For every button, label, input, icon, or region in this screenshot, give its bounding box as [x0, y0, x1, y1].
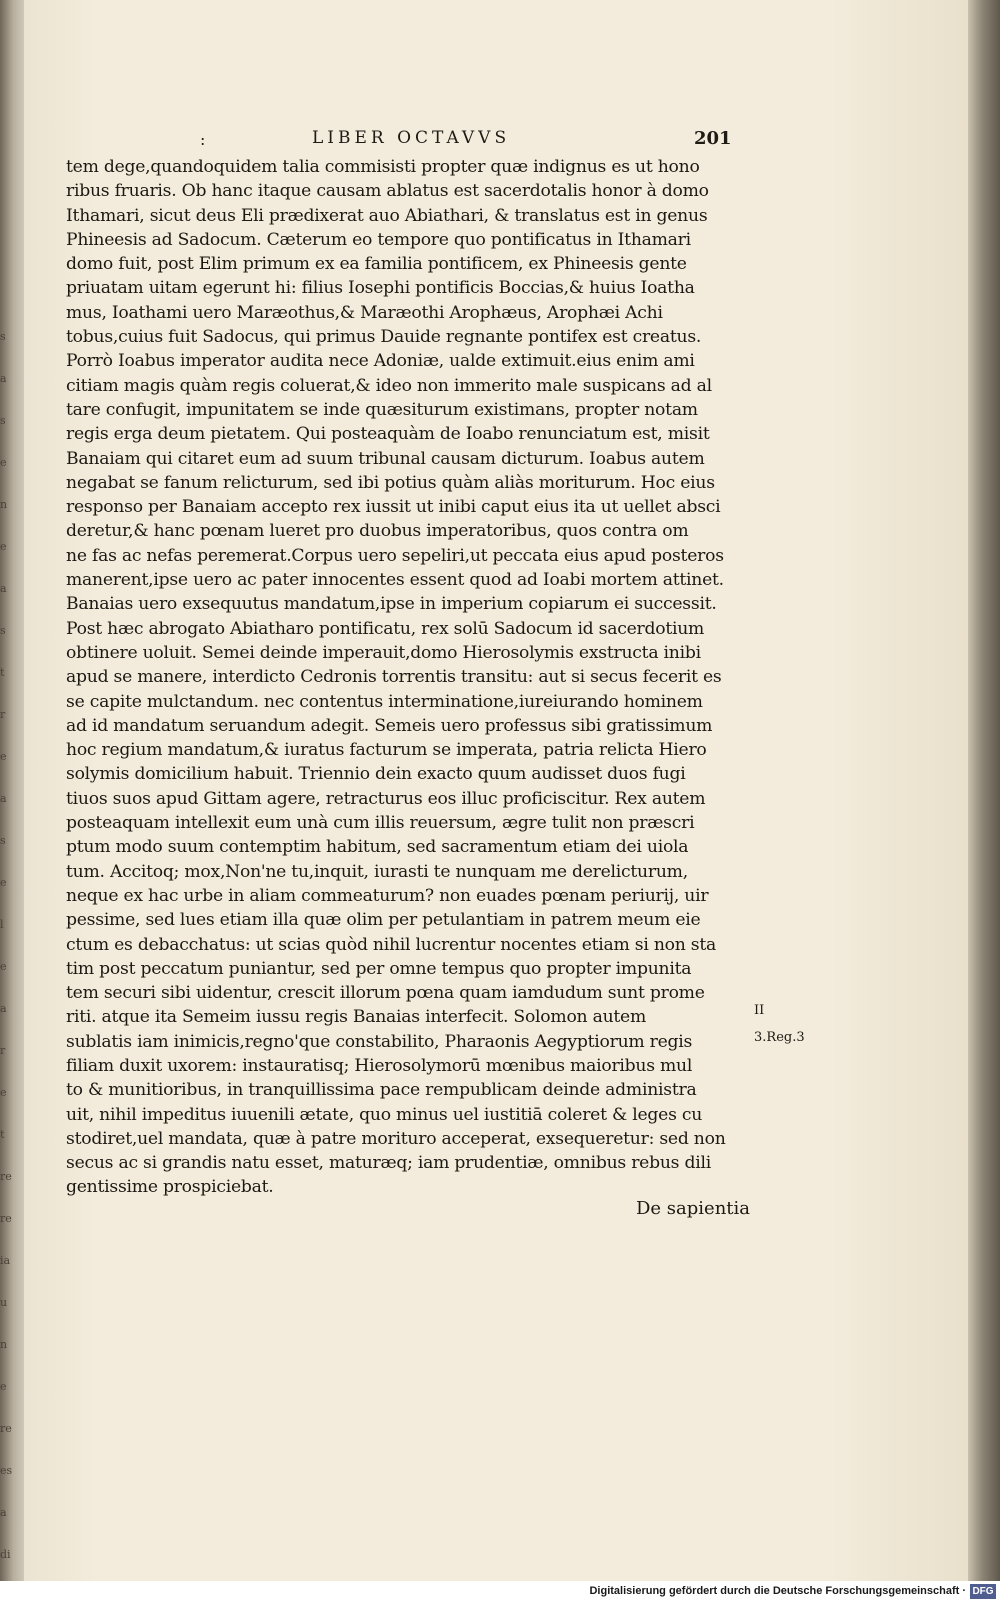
text-line: hoc regium mandatum,& iuratus facturum se imperata, patria relicta Hiero — [66, 740, 707, 761]
left-page-fragment: a — [0, 792, 7, 805]
left-page-fragment: n — [0, 498, 8, 511]
text-line: Porrò Ioabus imperator audita nece Adoniæ, ualde extimuit.eius enim ami — [66, 351, 695, 372]
left-page-fragment: a — [0, 372, 7, 385]
text-line: Post hæc abrogato Abiatharo pontificatu, rex solū Sadocum id sacerdotium — [66, 618, 705, 639]
text-line: negabat se fanum relicturum, sed ibi potius quàm aliàs moriturum. Hoc eius — [66, 472, 715, 493]
footer-bar — [0, 1581, 1000, 1604]
text-line: posteaquam intellexit eum unà cum illis reuersum, ægre tulit non præscri — [66, 813, 695, 834]
catchword: De sapientia — [636, 1198, 751, 1219]
text-line: ptum modo suum contemptim habitum, sed sacramentum etiam dei uiola — [66, 837, 689, 858]
text-line: solymis domicilium habuit. Triennio dein exacto quum audisset duos fugi — [66, 764, 686, 785]
left-page-fragment: a — [0, 1506, 7, 1519]
left-page-fragment: s — [0, 414, 6, 427]
left-page-fragment: s — [0, 834, 6, 847]
page-edge-shadow — [968, 0, 1000, 1581]
text-line: gentissime prospiciebat. — [66, 1177, 274, 1198]
running-head-mark: : — [200, 130, 206, 149]
left-page-fragment: a — [0, 582, 7, 595]
text-line: stodiret,uel mandata, quæ à patre morituro acceperat, exsequeretur: sed non — [66, 1128, 726, 1149]
text-line: secus ac si grandis natu esset, maturæq; iam prudentiæ, omnibus rebus dili — [66, 1153, 711, 1174]
text-line: regis erga deum pietatem. Qui posteaquàm de Ioabo renunciatum est, misit — [66, 424, 710, 445]
left-page-fragment: re — [0, 1170, 12, 1183]
text-line: uit, nihil impeditus iuuenili ætate, quo minus uel iustitiā coleret & leges cu — [66, 1104, 703, 1125]
text-line: Banaiam qui citaret eum ad suum tribunal causam dicturum. Ioabus autem — [66, 448, 705, 469]
body-text — [66, 155, 756, 1200]
left-page-fragment: e — [0, 540, 7, 553]
text-line: responso per Banaiam accepto rex iussit ut inibi caput eius ita ut uellet absci — [66, 497, 721, 518]
margin-reference: 3.Reg.3 — [754, 1030, 805, 1045]
funding-notice: Digitalisierung gefördert durch die Deutsche Forschungsgemeinschaft · — [589, 1585, 966, 1597]
text-line: Ithamari, sicut deus Eli prædixerat auo Abiathari, & translatus est in genus — [66, 205, 708, 226]
page-number: 201 — [694, 128, 732, 149]
text-line: riti. atque ita Semeim iussu regis Banaias interfecit. Solomon autem — [66, 1007, 647, 1028]
text-line: obtinere uoluit. Semei deinde imperauit,domo Hierosolymis exstructa inibi — [66, 642, 701, 663]
left-page-fragment: a — [0, 1002, 7, 1015]
text-line: tum. Accitoq; mox,Non'ne tu,inquit, iurasti te nunquam me derelicturum, — [66, 861, 688, 882]
text-line: tem dege,quandoquidem talia commisisti propter quæ indignus es ut hono — [66, 157, 700, 177]
dfg-logo: DFG — [970, 1584, 996, 1599]
text-line: ne fas ac nefas peremerat.Corpus uero sepeliri,ut peccata eius apud posteros — [66, 545, 724, 566]
left-page-fragment: l — [0, 918, 4, 931]
running-head-title: LIBER OCTAVVS — [312, 128, 511, 148]
text-line: ribus fruaris. Ob hanc itaque causam ablatus est sacerdotalis honor à domo — [66, 181, 709, 202]
text-line: ctum es debacchatus: ut scias quòd nihil lucrentur nocentes etiam si non sta — [66, 934, 716, 955]
text-line: tare confugit, impunitatem se inde quæsiturum existimans, propter notam — [66, 399, 698, 420]
text-line: Phineesis ad Sadocum. Cæterum eo tempore quo pontificatus in Ithamari — [66, 229, 691, 250]
text-line: neque ex hac urbe in aliam commeaturum? non euades pœnam periurij, uir — [66, 885, 709, 906]
text-line: se capite mulctandum. nec contentus interminatione,iureiurando hominem — [66, 691, 703, 712]
left-page-fragment: u — [0, 1296, 8, 1309]
left-page-fragment: e — [0, 750, 7, 763]
book-page — [24, 0, 968, 1581]
text-line: filiam duxit uxorem: instauratisq; Hierosolymorū mœnibus maioribus mul — [66, 1055, 693, 1076]
left-page-fragment: t — [0, 1128, 5, 1141]
left-page-fragment: s — [0, 330, 6, 343]
text-line: priuatam uitam egerunt hi: filius Iosephi pontificis Boccias,& huius Ioatha — [66, 278, 695, 299]
text-line: tem securi sibi uidentur, crescit illorum pœna quam iamdudum sunt prome — [66, 983, 705, 1004]
text-line: domo fuit, post Elim primum ex ea familia pontificem, ex Phineesis gente — [66, 254, 687, 275]
left-page-fragment: ia — [0, 1254, 11, 1267]
text-line: sublatis iam inimicis,regno'que constabilito, Pharaonis Aegyptiorum regis — [66, 1031, 693, 1052]
text-line: tiuos suos apud Gittam agere, retracturus eos illuc proficiscitur. Rex autem — [66, 788, 706, 809]
left-page-fragment: di — [0, 1548, 11, 1561]
left-page-fragment: e — [0, 456, 7, 469]
running-head — [24, 128, 968, 152]
text-line: manerent,ipse uero ac pater innocentes essent quod ad Ioabi mortem attinet. — [66, 570, 724, 591]
left-page-fragment: r — [0, 1044, 6, 1057]
left-page-fragment: s — [0, 624, 6, 637]
margin-chapter-number: II — [754, 1003, 765, 1018]
text-line: ad id mandatum seruandum adegit. Semeis uero professus sibi gratissimum — [66, 715, 713, 736]
text-line: citiam magis quàm regis coluerat,& ideo non immerito male suspicans ad al — [66, 375, 712, 396]
text-line: apud se manere, interdicto Cedronis torrentis transitu: aut si secus fecerit es — [66, 667, 722, 688]
text-line: tim post peccatum puniantur, sed per omne tempus quo propter impunita — [66, 958, 692, 979]
left-page-fragment: e — [0, 1086, 7, 1099]
left-page-fragment: r — [0, 708, 6, 721]
text-line: deretur,& hanc pœnam lueret pro duobus imperatoribus, quos contra om — [66, 521, 689, 542]
text-line: tobus,cuius fuit Sadocus, qui primus Dauide regnante pontifex est creatus. — [66, 327, 702, 348]
left-page-fragment: e — [0, 1380, 7, 1393]
left-page-fragment: n — [0, 1338, 8, 1351]
left-page-fragment: t — [0, 666, 5, 679]
left-page-fragment: e — [0, 960, 7, 973]
text-line: Banaias uero exsequutus mandatum,ipse in imperium copiarum ei successit. — [66, 594, 717, 615]
left-page-fragment: re — [0, 1422, 12, 1435]
text-line: pessime, sed lues etiam illa quæ olim per petulantiam in patrem meum eie — [66, 910, 701, 931]
text-line: mus, Ioathami uero Maræothus,& Maræothi Arophæus, Arophæi Achi — [66, 302, 663, 323]
left-page-fragment: re — [0, 1212, 12, 1225]
text-line: to & munitioribus, in tranquillissima pace rempublicam deinde administra — [66, 1080, 697, 1101]
left-page-fragment: es — [0, 1464, 13, 1477]
left-page-fragment: e — [0, 876, 7, 889]
